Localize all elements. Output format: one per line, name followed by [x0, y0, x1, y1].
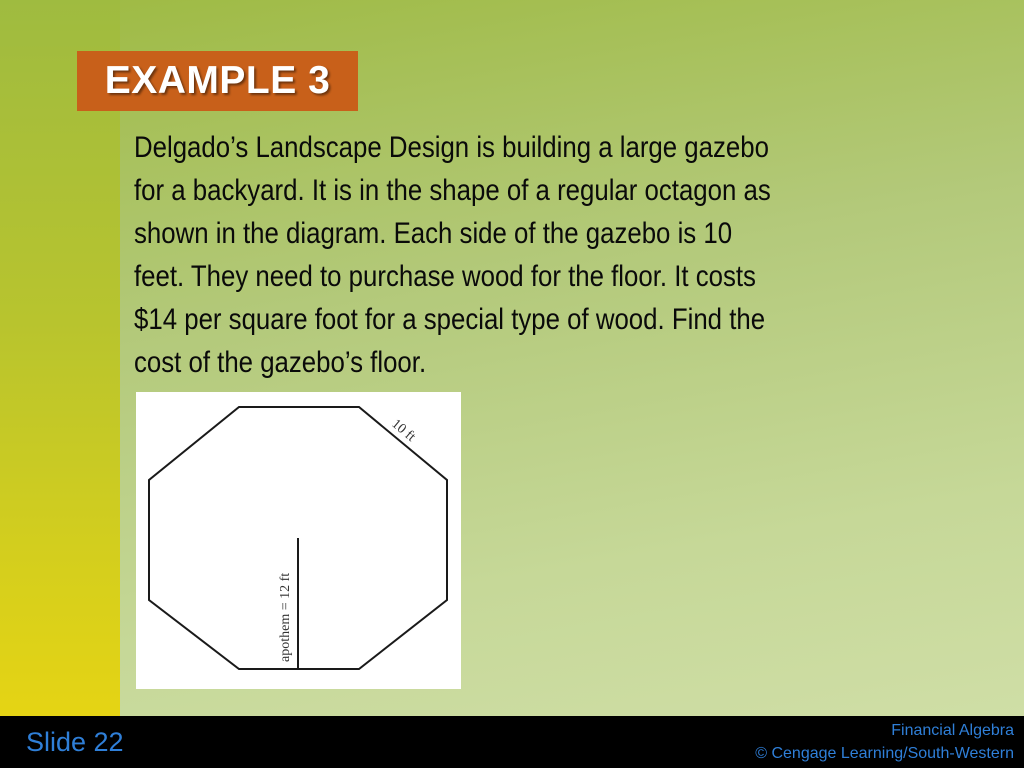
problem-line: cost of the gazebo’s floor. [134, 346, 427, 379]
octagon-svg [136, 392, 461, 689]
problem-line: Delgado’s Landscape Design is building a large gazebo [134, 131, 769, 164]
course-name: Financial Algebra [891, 722, 1014, 739]
side-length-label: 10 ft [388, 416, 419, 445]
problem-text [134, 126, 951, 384]
problem-line: $14 per square foot for a special type of wood. Find the [134, 303, 766, 336]
octagon-diagram [136, 392, 461, 689]
problem-line: feet. They need to purchase wood for the floor. It costs [134, 260, 756, 293]
copyright-text: © Cengage Learning/South-Western [755, 745, 1014, 762]
apothem-label: apothem = 12 ft [278, 572, 293, 662]
slide-number: Slide 22 [26, 727, 124, 757]
problem-line: shown in the diagram. Each side of the gazebo is 10 [134, 217, 733, 250]
slide-title: EXAMPLE 3 [104, 59, 331, 102]
footer-credit [755, 719, 1014, 765]
problem-line: for a backyard. It is in the shape of a regular octagon as [134, 174, 771, 207]
title-box [77, 51, 358, 111]
